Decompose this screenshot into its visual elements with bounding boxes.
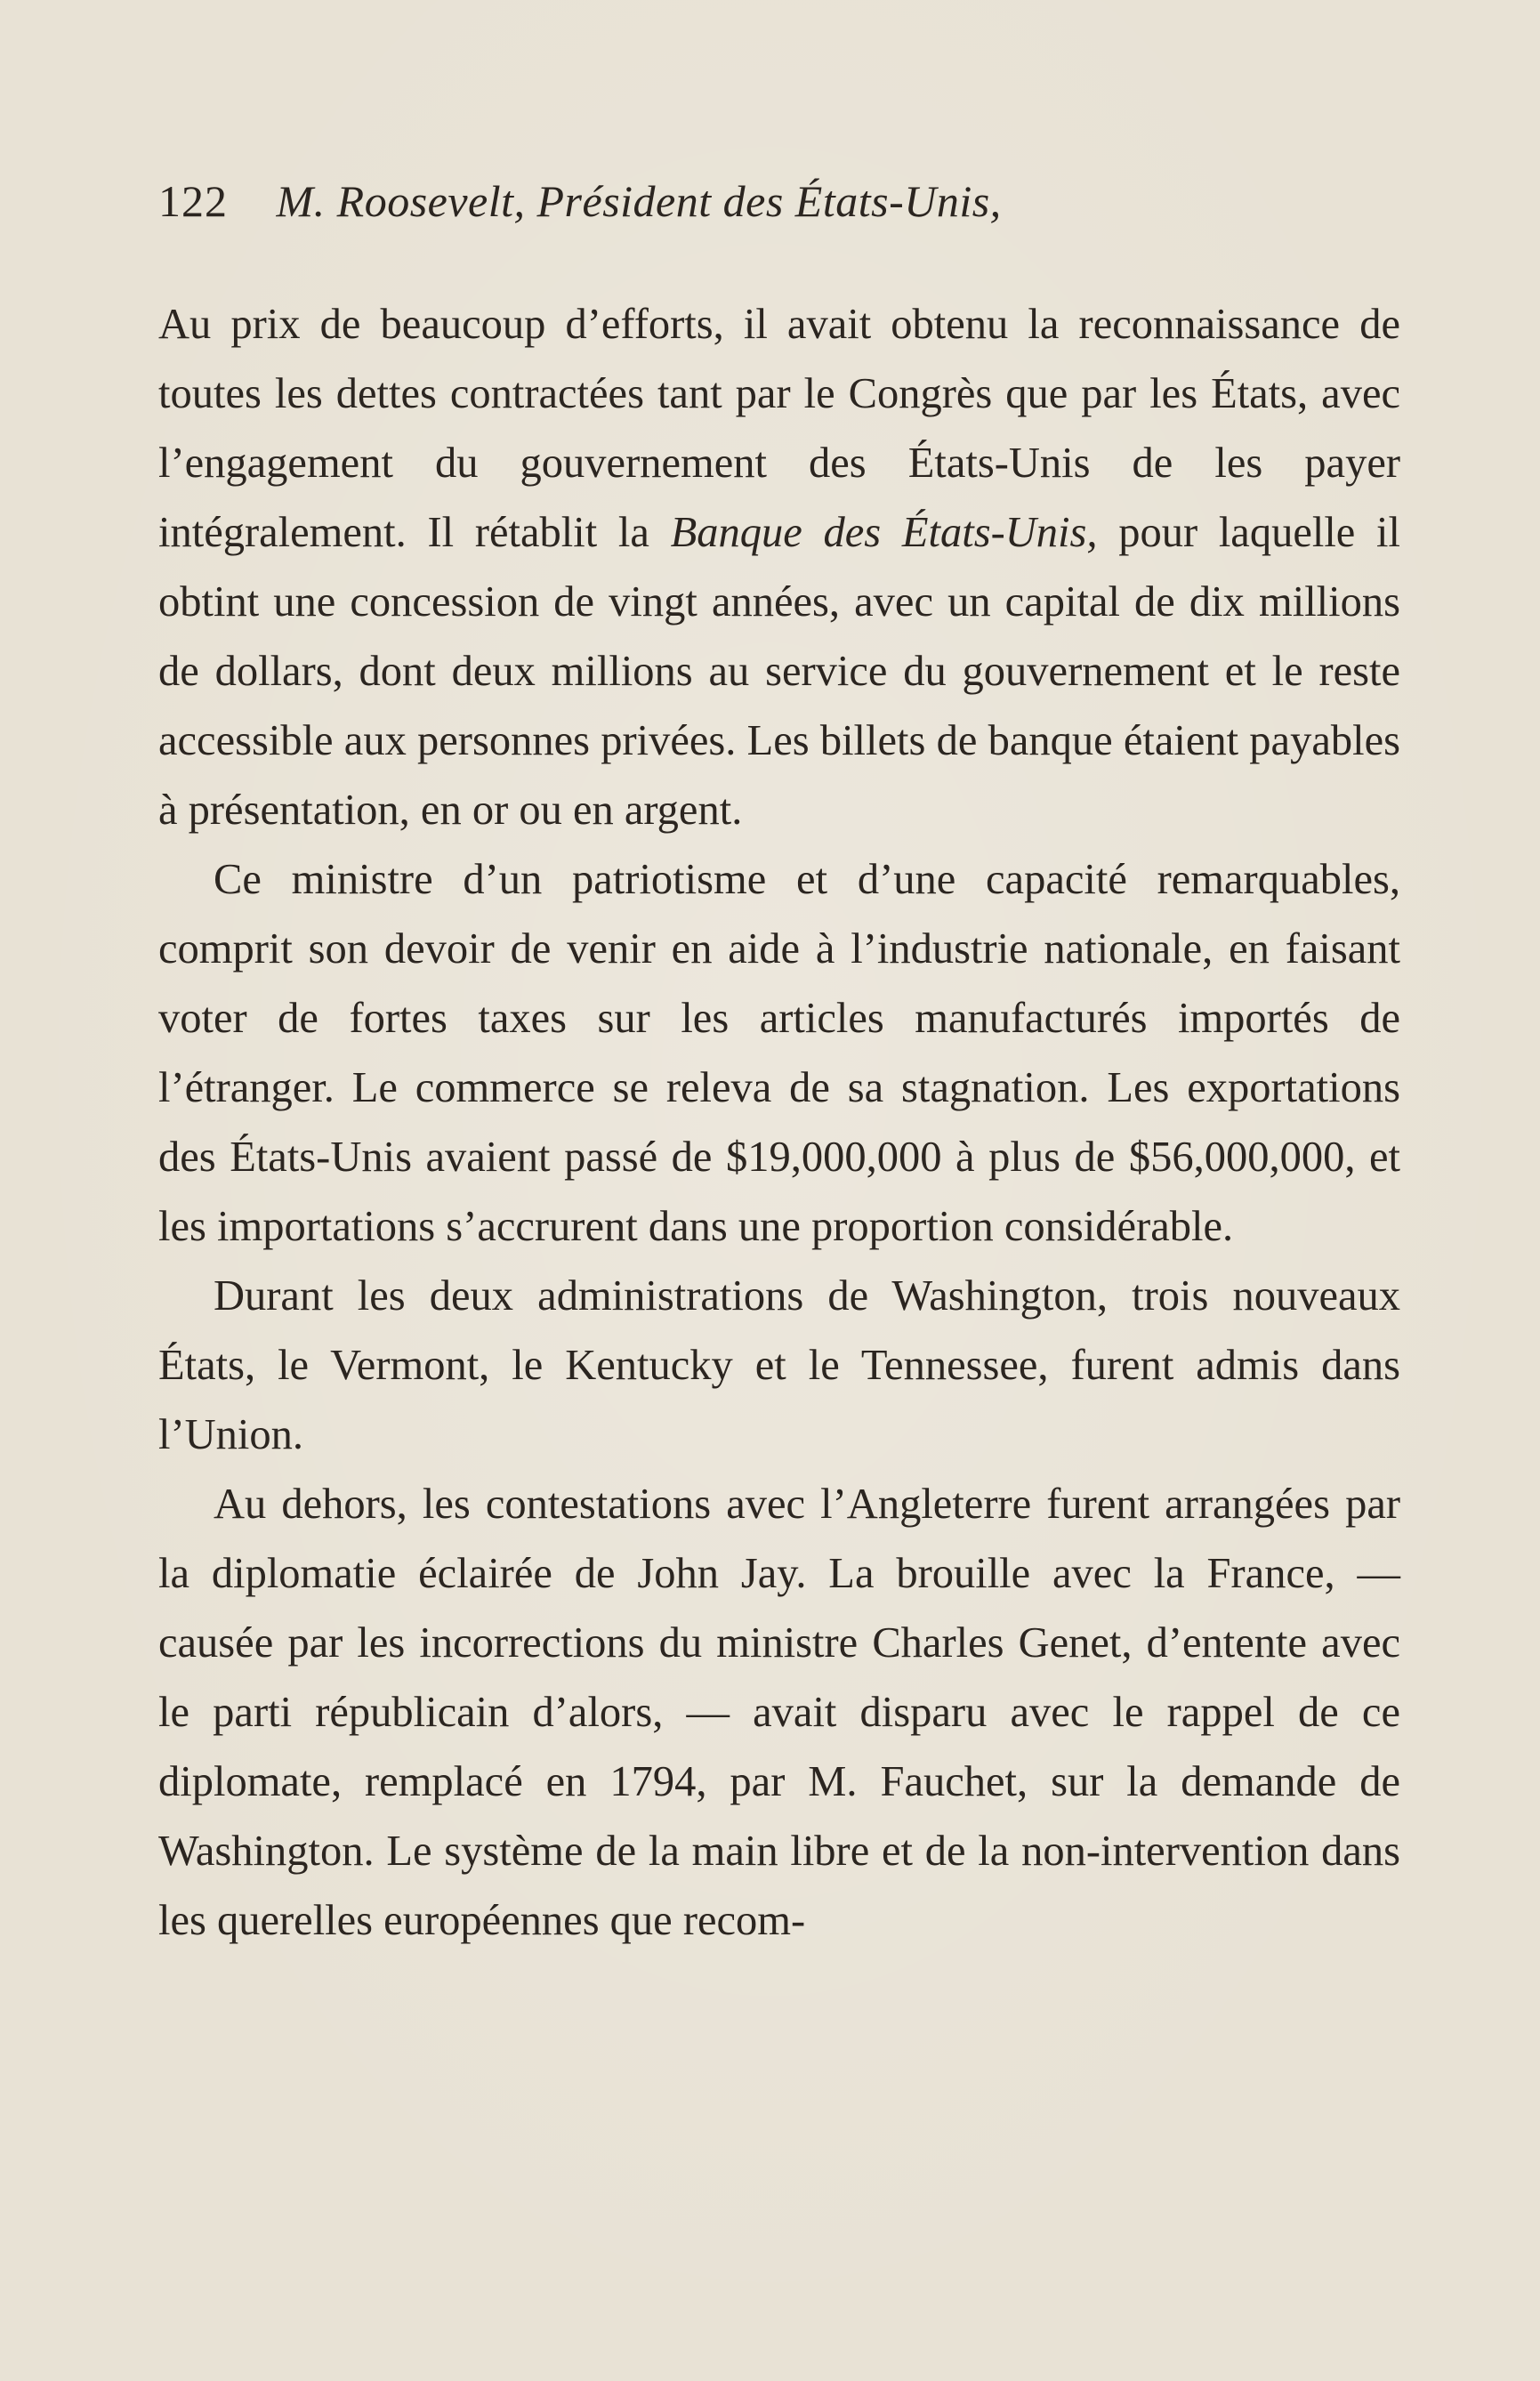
page-number: 122: [158, 176, 228, 226]
paragraph-3: Durant les deux administrations de Washington, trois nouveaux États, le Vermont, le Kentucky et le Tennessee, furent admis dans l’Union.: [158, 1272, 1400, 1458]
paragraph-1: [158, 290, 1400, 845]
page-header: [158, 174, 1404, 228]
paragraph-1-after: pour laquelle il obtint une concession de vingt années, avec un capital de dix millions de dollars, dont deux millions au service du gouvernement et le reste accessible aux personnes privées. Les billets de banque étaient payables à présentation, en or ou en argent.: [158, 509, 1401, 834]
paragraph-1-italic-title: Banque des États-Unis,: [670, 509, 1098, 556]
paragraph-2: Ce ministre d’un patriotisme et d’une capacité remarquables, comprit son devoir de venir en aide à l’industrie nationale, en faisant voter de fortes taxes sur les articles manufacturés importés de l’étranger. Le commerce se releva de sa stagnation. Les exportations des États-Unis avaient passé de $19,000,000 à plus de $56,000,000, et les importations s’accrurent dans une proportion considérable.: [158, 856, 1400, 1250]
paragraph-4: Au dehors, les contestations avec l’Angleterre furent arrangées par la diplomatie éclairée de John Jay. La brouille avec la France, — causée par les incorrections du ministre Charles Genet, d’entente avec le parti républicain d’alors, — avait disparu avec le rappel de ce diplomate, remplacé en 1794, par M. Fauchet, sur la demande de Washington. Le système de la main libre et de la non-intervention dans les querelles européennes que recom-: [158, 1481, 1400, 1944]
paragraph-1-before: Au prix de beaucoup d’efforts, il avait obtenu la reconnaissance de toutes les dettes contractées tant par le Congrès que par les États, avec l’engagement du gouvernement des États-Unis de les payer intégralement. Il rétablit la: [158, 301, 1400, 556]
body-text: [158, 290, 1400, 1956]
running-title: M. Roosevelt, Président des États-Unis,: [276, 176, 1002, 226]
